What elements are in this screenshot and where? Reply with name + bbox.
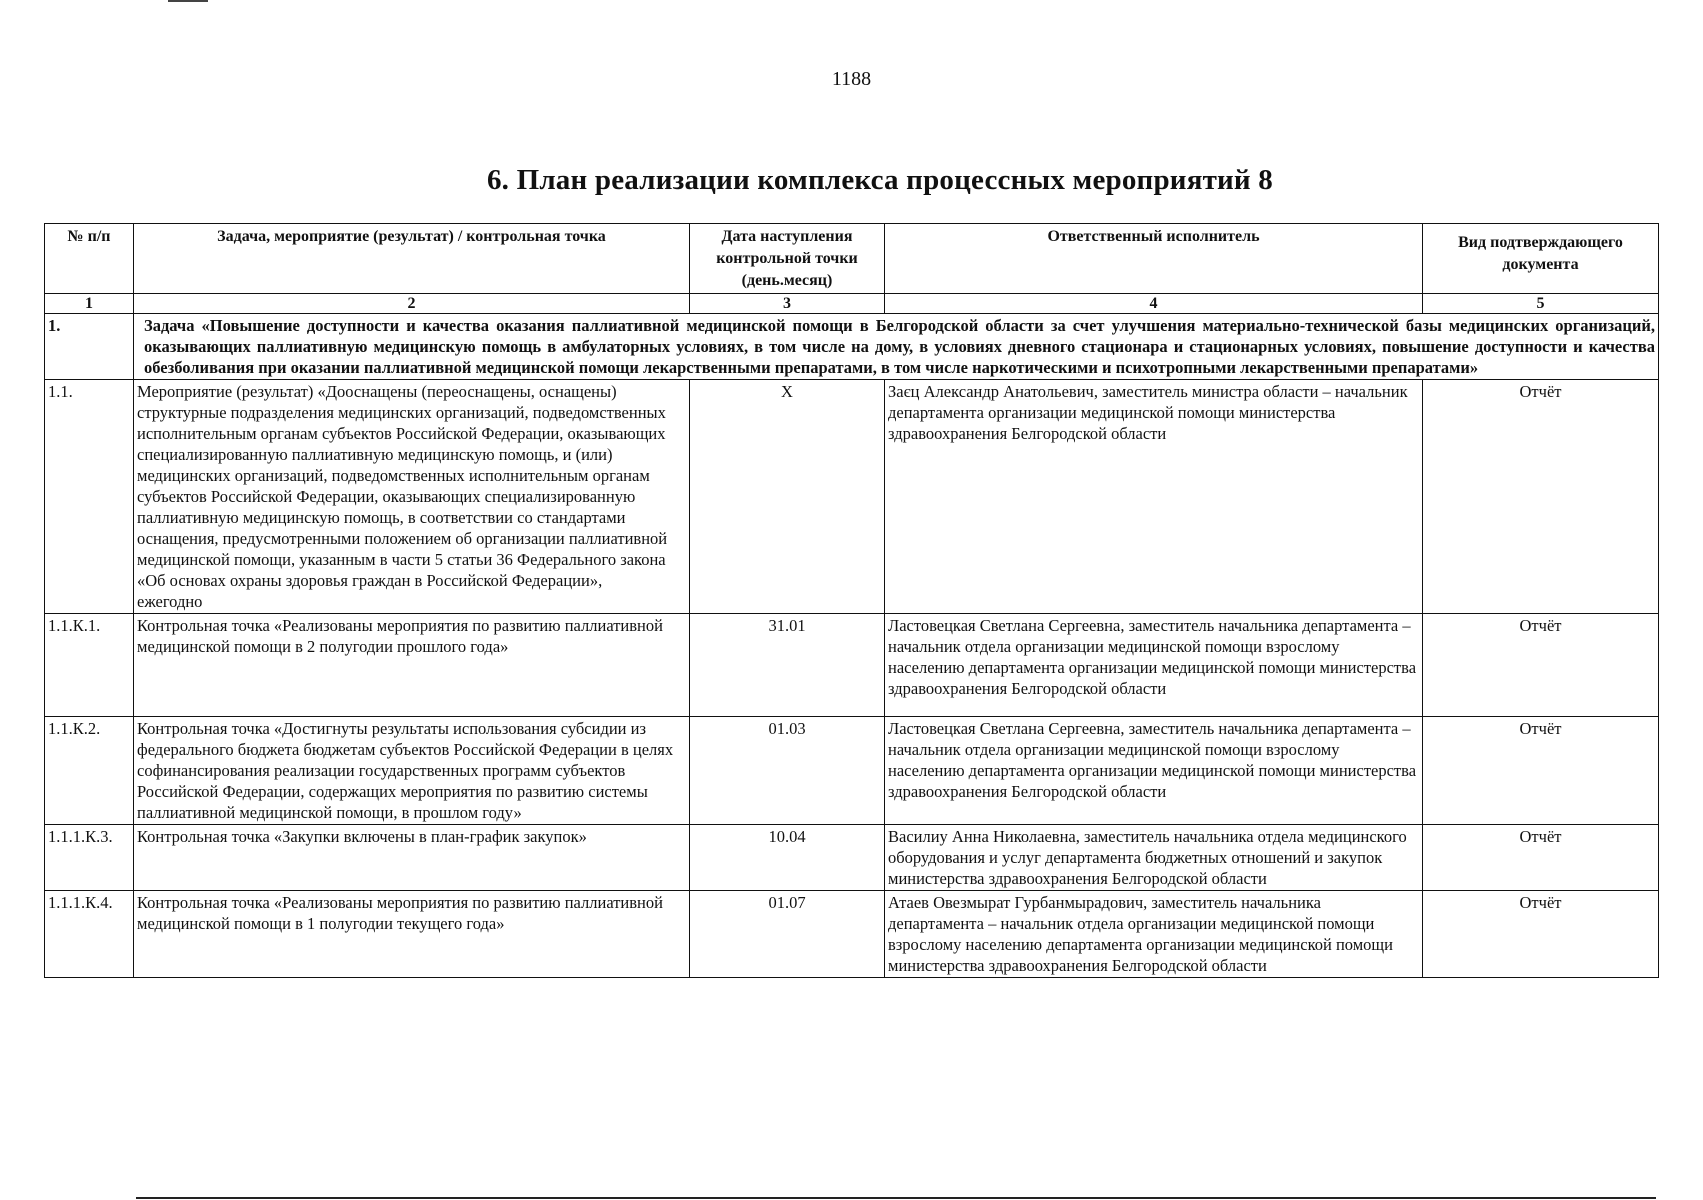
column-number-row — [45, 294, 1659, 314]
header-number: № п/п — [45, 224, 134, 294]
document-title: 6. План реализации комплекса процессных мероприятий 8 — [486, 164, 1273, 196]
table-row — [45, 614, 1659, 717]
implementation-plan-table — [44, 223, 1659, 978]
page-number: 1188 — [831, 68, 872, 90]
task-description: Задача «Повышение доступности и качества оказания паллиативной медицинской помощи в Белгородской области за счет улучшения материально-технической базы медицинских организаций, оказывающих паллиативную медицинскую помощь в амбулаторных условиях, в том числе на дому, в условиях дневного стационара и стационарных условиях, повышение доступности и качества обезболивания при оказании паллиативной медицинской помощи лекарственными препаратами, в том числе наркотическими и психотропными лекарственными препаратами» — [134, 314, 1659, 380]
row-number: 1.1.1.К.3. — [45, 825, 134, 891]
header-document-type: Вид подтверждающего документа — [1423, 224, 1659, 294]
table-header-row — [45, 224, 1659, 294]
row-description: Контрольная точка «Достигнуты результаты использования субсидии из федерального бюджета бюджетам субъектов Российской Федерации в целях софинансирования реализации государственных программ субъектов Российской Федерации, содержащих мероприятия по развитию системы паллиативной медицинской помощи, в прошлом году» — [134, 717, 690, 825]
row-description: Контрольная точка «Закупки включены в план-график закупок» — [134, 825, 690, 891]
row-document-type: Отчёт — [1423, 891, 1659, 978]
row-number: 1.1. — [45, 380, 134, 614]
row-number: 1.1.1.К.4. — [45, 891, 134, 978]
row-number: 1.1.К.2. — [45, 717, 134, 825]
table-row — [45, 825, 1659, 891]
column-number: 1 — [45, 294, 134, 314]
header-responsible: Ответственный исполнитель — [885, 224, 1423, 294]
row-number: 1.1.К.1. — [45, 614, 134, 717]
row-responsible: Василиу Анна Николаевна, заместитель начальника отдела медицинского оборудования и услуг департамента бюджетных отношений и закупок министерства здравоохранения Белгородской области — [885, 825, 1423, 891]
table-row — [45, 891, 1659, 978]
row-responsible: Ластовецкая Светлана Сергеевна, заместитель начальника департамента – начальник отдела организации медицинской помощи взрослому населению департамента организации медицинской помощи министерства здравоохранения Белгородской области — [885, 717, 1423, 825]
header-task: Задача, мероприятие (результат) / контрольная точка — [134, 224, 690, 294]
row-document-type: Отчёт — [1423, 614, 1659, 717]
row-date: 31.01 — [690, 614, 885, 717]
task-number: 1. — [45, 314, 134, 380]
row-date: 01.03 — [690, 717, 885, 825]
row-description: Контрольная точка «Реализованы мероприятия по развитию паллиативной медицинской помощи в 2 полугодии прошлого года» — [134, 614, 690, 717]
row-document-type: Отчёт — [1423, 825, 1659, 891]
row-description: Контрольная точка «Реализованы мероприятия по развитию паллиативной медицинской помощи в 1 полугодии текущего года» — [134, 891, 690, 978]
column-number: 2 — [134, 294, 690, 314]
table-row — [45, 380, 1659, 614]
column-number: 4 — [885, 294, 1423, 314]
table-row — [45, 717, 1659, 825]
bottom-divider — [136, 1197, 1656, 1199]
row-description: Мероприятие (результат) «Дооснащены (переоснащены, оснащены) структурные подразделения медицинских организаций, подведомственных исполнительным органам субъектов Российской Федерации, оказывающих специализированную паллиативную медицинскую помощь, и (или) медицинских организаций, подведомственных исполнительным органам субъектов Российской Федерации, оказывающих специализированную паллиативную медицинскую помощь, в соответствии со стандартами оснащения, предусмотренными положением об организации паллиативной медицинской помощи, указанным в части 5 статьи 36 Федерального закона «Об основах охраны здоровья граждан в Российской Федерации», ежегодно — [134, 380, 690, 614]
column-number: 3 — [690, 294, 885, 314]
row-responsible: Заєц Александр Анатольевич, заместитель министра области – начальник департамента организации медицинской помощи министерства здравоохранения Белгородской области — [885, 380, 1423, 614]
column-number: 5 — [1423, 294, 1659, 314]
task-row — [45, 314, 1659, 380]
row-responsible: Ластовецкая Светлана Сергеевна, заместитель начальника департамента – начальник отдела организации медицинской помощи взрослому населению департамента организации медицинской помощи министерства здравоохранения Белгородской области — [885, 614, 1423, 717]
row-date: 01.07 — [690, 891, 885, 978]
top-margin-mark — [168, 0, 208, 2]
header-date: Дата наступления контрольной точки (день.месяц) — [690, 224, 885, 294]
row-document-type: Отчёт — [1423, 380, 1659, 614]
row-date: 10.04 — [690, 825, 885, 891]
row-responsible: Атаев Овезмырат Гурбанмырадович, заместитель начальника департамента – начальник отдела организации медицинской помощи взрослому населению департамента организации медицинской помощи министерства здравоохранения Белгородской области — [885, 891, 1423, 978]
row-document-type: Отчёт — [1423, 717, 1659, 825]
row-date: Х — [690, 380, 885, 614]
